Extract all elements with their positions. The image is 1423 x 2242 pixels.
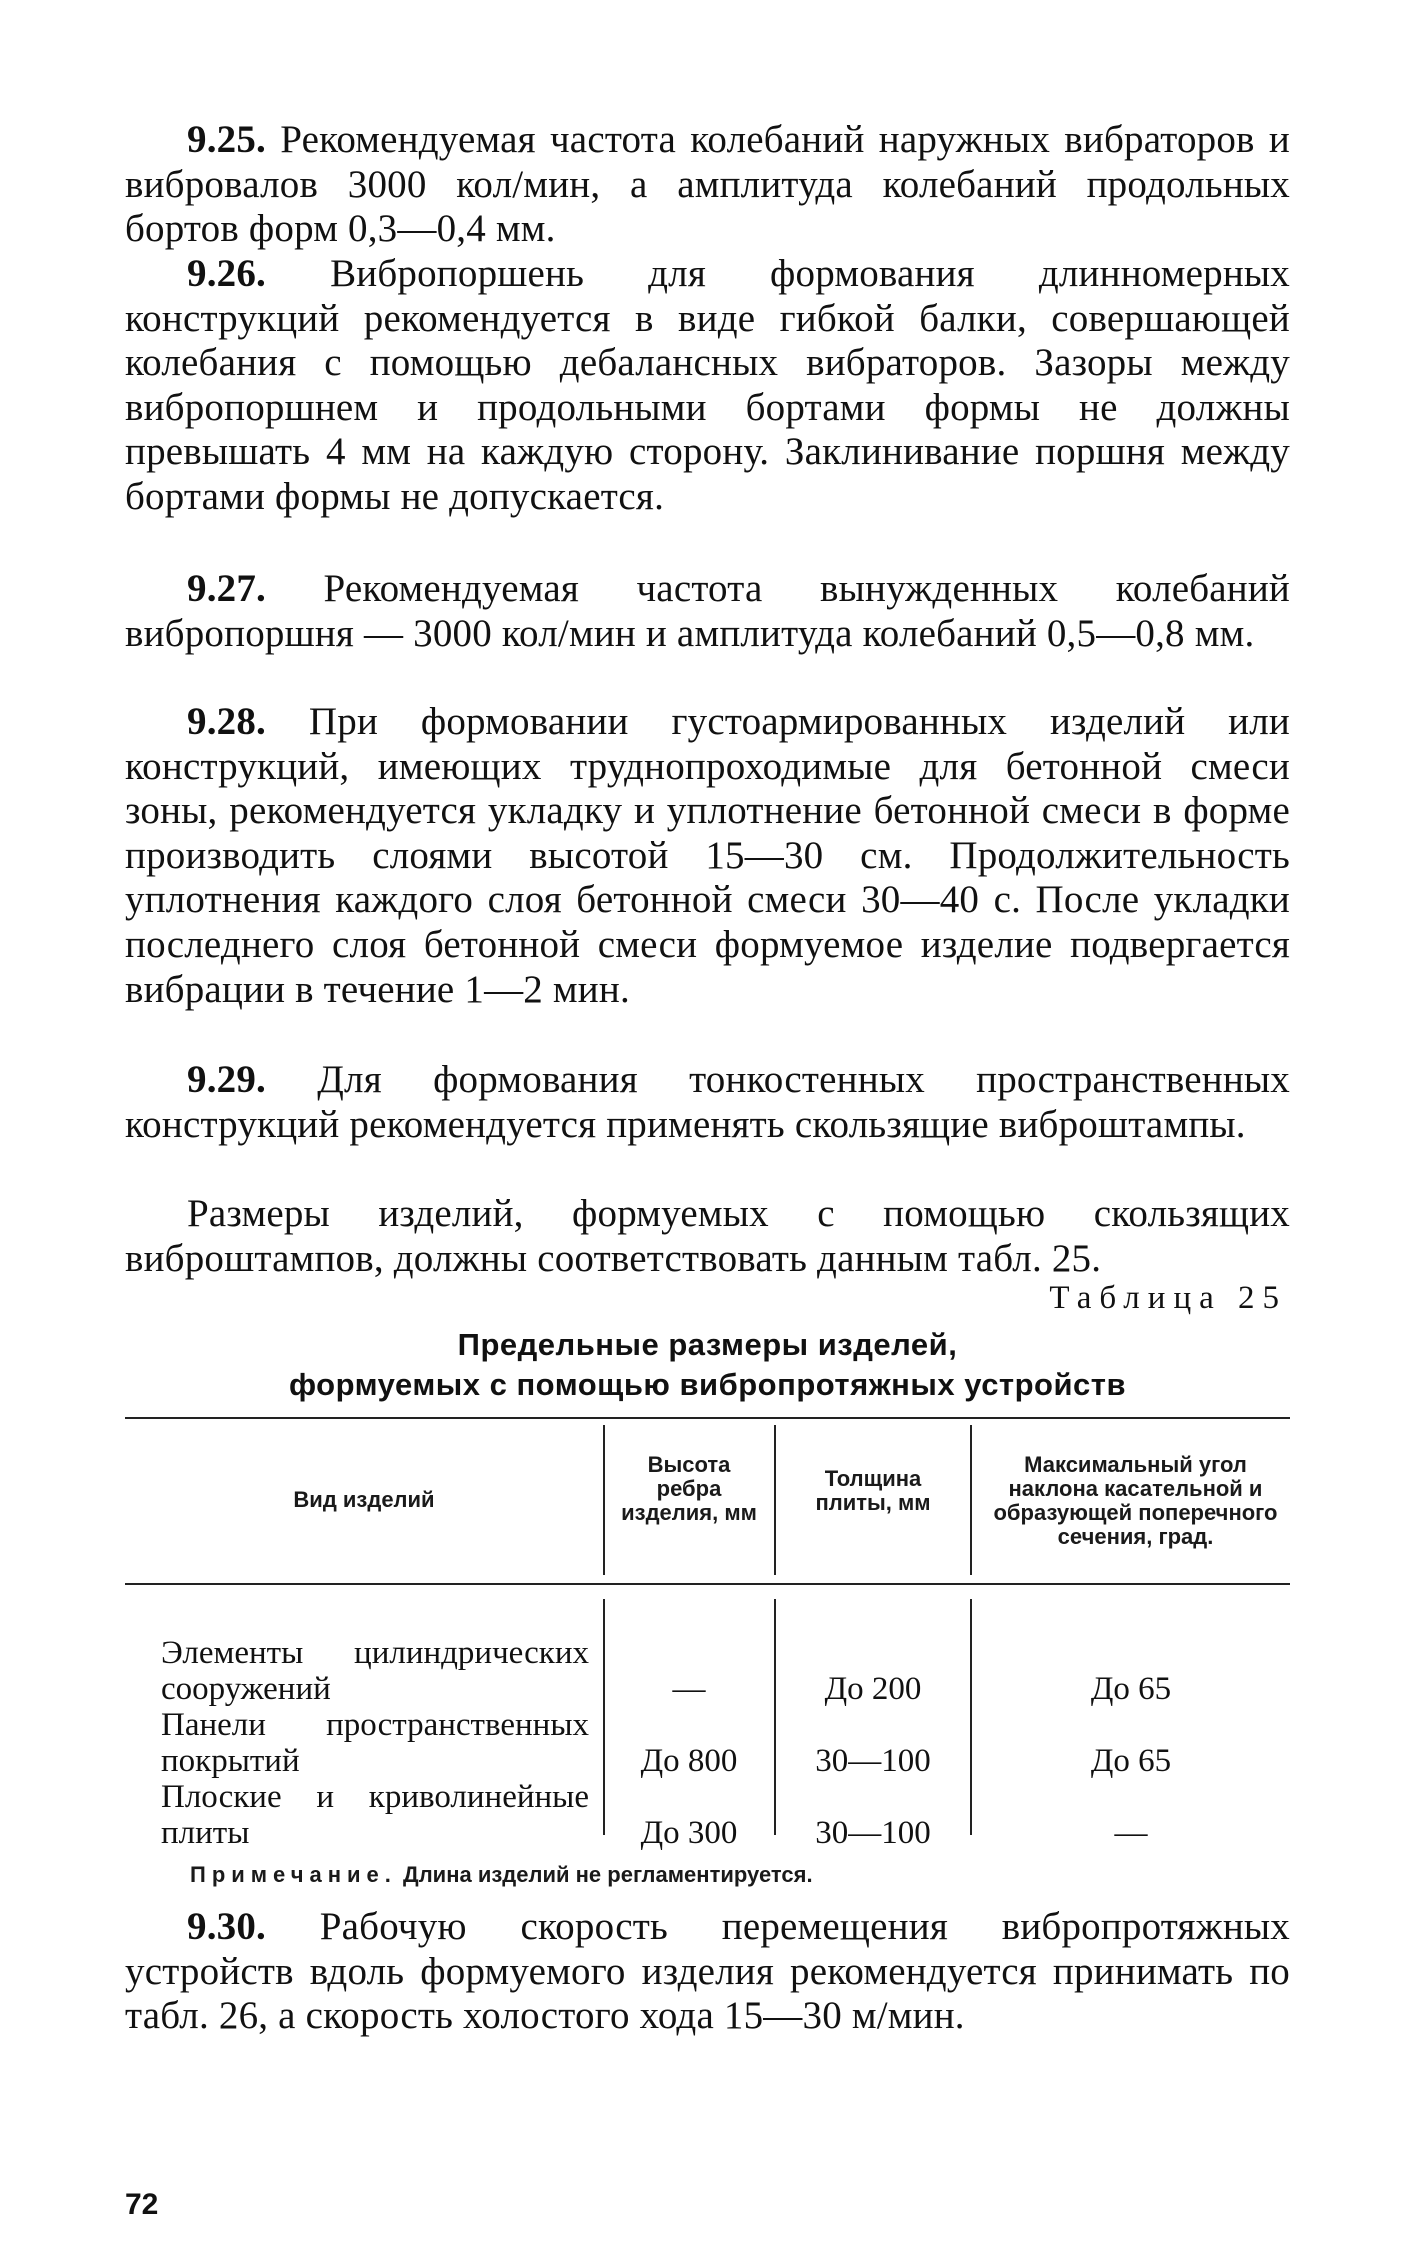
table-top-rule xyxy=(125,1417,1290,1419)
paragraph-text: Вибропоршень для формования длинномерных конструкций рекомендуется в виде гибкой балки, совершающей колебания с помощью дебалансных вибраторов. Зазоры между вибропоршнем и продольными бортами формы не должны превышать 4 мм на каждую сторону. Заклинивание поршня между бортами формы не допускается. xyxy=(125,252,1290,518)
column-header-slab-thickness: Толщина плиты, мм xyxy=(815,1466,931,1515)
column-divider xyxy=(774,1599,776,1835)
paragraph-9-27 xyxy=(125,567,1290,656)
table-row-height: До 300 xyxy=(640,1815,738,1851)
paragraph-number: 9.28. xyxy=(187,700,266,743)
column-divider xyxy=(970,1599,972,1835)
note-label: Примечание. xyxy=(190,1862,397,1887)
table-title-line: Предельные размеры изделей, xyxy=(457,1327,958,1362)
data-table xyxy=(125,1417,1290,1851)
paragraph-9-29-continued xyxy=(125,1192,1290,1281)
column-divider xyxy=(603,1599,605,1835)
paragraph-text: Рабочую скорость перемещения вибропротяжных устройств вдоль формуемого изделия рекомендуется принимать по табл. 26, а скорость холостого хода 15—30 м/мин. xyxy=(125,1905,1290,2038)
column-header-rib-height: Высота ребра изделия, мм xyxy=(621,1452,757,1525)
paragraph-9-30 xyxy=(125,1905,1290,2039)
table-row-name: Элементы цилиндрических сооружений xyxy=(161,1635,589,1707)
table-caption: Таблица 25 xyxy=(1049,1280,1287,1316)
paragraph-9-29 xyxy=(125,1058,1290,1147)
table-row-height: — xyxy=(672,1671,706,1707)
page-number: 72 xyxy=(125,2188,159,2221)
paragraph-text: Рекомендуемая частота колебаний наружных вибраторов и вибровалов 3000 кол/мин, а амплитуда колебаний продольных бортов форм 0,3—0,4 мм. xyxy=(125,118,1290,251)
table-row-angle: До 65 xyxy=(1090,1671,1172,1707)
note-text: Длина изделий не регламентируется. xyxy=(403,1862,813,1887)
table-title xyxy=(125,1325,1290,1405)
table-row-thickness: 30—100 xyxy=(815,1815,931,1851)
table-row-name: Плоские и криволинейные плиты xyxy=(161,1779,589,1851)
paragraph-text: Размеры изделий, формуемых с помощью скользящих виброштампов, должны соответствовать данным табл. 25. xyxy=(125,1192,1290,1280)
paragraph-text: Для формования тонкостенных пространственных конструкций рекомендуется применять скользящие виброштампы. xyxy=(125,1058,1291,1146)
table-row-height: До 800 xyxy=(640,1743,738,1779)
table-row-thickness: 30—100 xyxy=(815,1743,931,1779)
paragraph-number: 9.30. xyxy=(187,1905,266,1948)
paragraph-9-26 xyxy=(125,252,1290,520)
paragraph-number: 9.27. xyxy=(187,567,266,610)
table-row-name: Панели пространственных покрытий xyxy=(161,1707,589,1779)
paragraph-number: 9.29. xyxy=(187,1058,266,1101)
column-divider xyxy=(970,1425,972,1575)
paragraph-9-25 xyxy=(125,118,1290,252)
column-divider xyxy=(774,1425,776,1575)
column-header-type: Вид изделий xyxy=(293,1487,435,1512)
table-row-angle: — xyxy=(1114,1815,1148,1851)
column-divider xyxy=(603,1425,605,1575)
paragraph-number: 9.25. xyxy=(187,118,266,161)
table-note xyxy=(190,1862,813,1888)
column-header-max-angle: Максимальный угол наклона касательной и образующей поперечного сечения, град. xyxy=(993,1452,1278,1549)
table-title-line: формуемых с помощью вибропротяжных устройств xyxy=(288,1367,1127,1402)
paragraph-text: При формовании густоармированных изделий или конструкций, имеющих труднопроходимые для бетонной смеси зоны, рекомендуется укладку и уплотнение бетонной смеси в форме производить слоями высотой 15—30 см. Продолжительность уплотнения каждого слоя бетонной смеси 30—40 с. После укладки последнего слоя бетонной смеси формуемое изделие подвергается вибрации в течение 1—2 мин. xyxy=(125,700,1290,1011)
table-row-thickness: До 200 xyxy=(824,1671,922,1707)
paragraph-9-28 xyxy=(125,700,1290,1012)
table-header-rule xyxy=(125,1583,1290,1585)
paragraph-text: Рекомендуемая частота вынужденных колебаний вибропоршня — 3000 кол/мин и амплитуда колебаний 0,5—0,8 мм. xyxy=(125,567,1291,655)
table-row-angle: До 65 xyxy=(1090,1743,1172,1779)
paragraph-number: 9.26. xyxy=(187,252,266,295)
